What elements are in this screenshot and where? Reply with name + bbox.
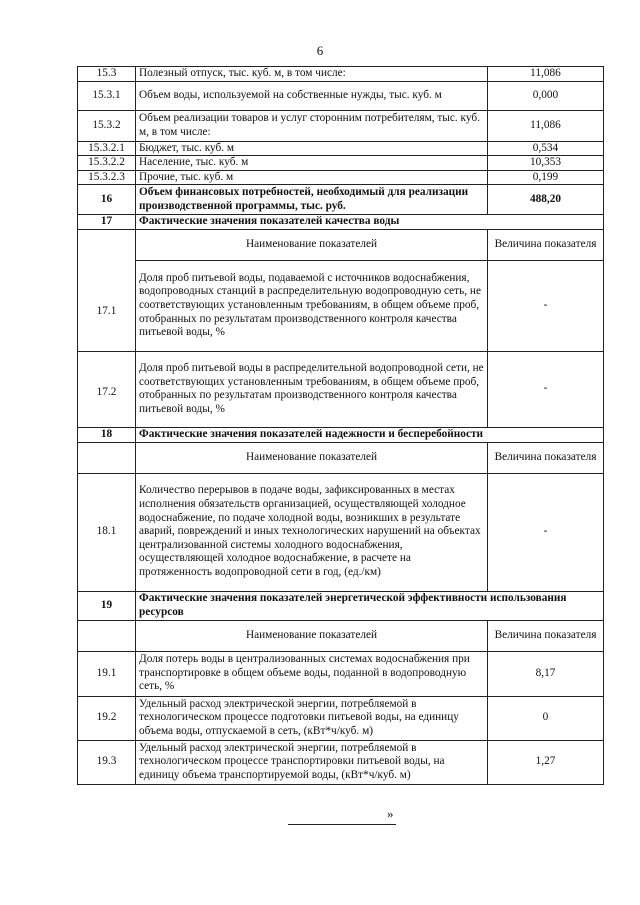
- row-number: 19.2: [78, 696, 136, 740]
- header-value: Величина показателя: [488, 229, 604, 260]
- indicators-table: [77, 66, 604, 785]
- row-number: 17.1: [96, 304, 117, 317]
- row-name: Население, тыс. куб. м: [136, 156, 488, 171]
- page-number: 6: [316, 43, 324, 58]
- row-number: 15.3: [78, 67, 136, 82]
- table-row: [78, 696, 604, 740]
- empty-cell: [78, 229, 136, 427]
- row-value: 0,000: [488, 81, 604, 110]
- table-row: [78, 156, 604, 171]
- header-row: [78, 442, 604, 473]
- table-row: [78, 740, 604, 784]
- row-divider: [77, 351, 136, 352]
- section-title: Фактические значения показателей надежности и бесперебойности: [136, 427, 604, 442]
- section-row-17: [78, 215, 604, 230]
- row-number: 15.3.2.1: [78, 141, 136, 156]
- section-row-18: [78, 427, 604, 442]
- table-row: [78, 473, 604, 591]
- row-value: -: [488, 261, 604, 351]
- row-number: 17.2: [96, 385, 117, 398]
- row-number: 16: [78, 185, 136, 215]
- row-name: Объем воды, используемой на собственные нужды, тыс. куб. м: [136, 81, 488, 110]
- header-row: [78, 229, 604, 260]
- section-row-19: [78, 591, 604, 620]
- table-row: [78, 651, 604, 696]
- row-value: 1,27: [488, 740, 604, 784]
- row-value: 10,353: [488, 156, 604, 171]
- header-name: Наименование показателей: [136, 229, 488, 260]
- table-row-16: [78, 185, 604, 215]
- table-row: [78, 261, 604, 351]
- row-number: 15.3.2.2: [78, 156, 136, 171]
- row-value: -: [488, 473, 604, 591]
- row-value: 0: [488, 696, 604, 740]
- row-name: Доля проб питьевой воды, подаваемой с источников водоснабжения, водопроводных станций в распределительную водопроводную сеть, не соответствующих установленным требованиям, в общем объеме проб, отобранных по результатам производственного контроля качества питьевой воды, %: [136, 261, 488, 351]
- table-row: [78, 141, 604, 156]
- row-name: Объем реализации товаров и услуг сторонним потребителям, тыс. куб. м, в том числе:: [136, 110, 488, 141]
- row-number: 15.3.1: [78, 81, 136, 110]
- row-value: 0,534: [488, 141, 604, 156]
- row-value: 11,086: [488, 110, 604, 141]
- row-name: Доля потерь воды в централизованных системах водоснабжения при транспортировке в общем объеме воды, поданной в водопроводную сеть, %: [136, 651, 488, 696]
- header-name: Наименование показателей: [136, 620, 488, 651]
- row-number-stack: [78, 230, 135, 427]
- row-value: 0,199: [488, 170, 604, 185]
- header-row: [78, 620, 604, 651]
- row-name: Объем финансовых потребностей, необходимый для реализации производственной программы, тыс. руб.: [136, 185, 488, 215]
- empty-cell: [78, 442, 136, 473]
- table-row: [78, 110, 604, 141]
- empty-cell: [78, 620, 136, 651]
- table-row: [78, 170, 604, 185]
- row-number: 19.1: [78, 651, 136, 696]
- table-row: [78, 67, 604, 82]
- section-number: 18: [78, 427, 136, 442]
- row-name: Полезный отпуск, тыс. куб. м, в том числе:: [136, 67, 488, 82]
- row-value: 8,17: [488, 651, 604, 696]
- row-name: Удельный расход электрической энергии, потребляемой в технологическом процессе транспортировки питьевой воды, на единицу объема транспортируемой воды, (кВт*ч/куб. м): [136, 740, 488, 784]
- header-value: Величина показателя: [488, 620, 604, 651]
- row-number: 15.3.2: [78, 110, 136, 141]
- row-number: 19.3: [78, 740, 136, 784]
- header-value: Величина показателя: [488, 442, 604, 473]
- row-value: 488,20: [488, 185, 604, 215]
- section-number: 19: [78, 591, 136, 620]
- closing-quote: »: [387, 806, 394, 821]
- row-name: Прочие, тыс. куб. м: [136, 170, 488, 185]
- row-number: 18.1: [78, 473, 136, 591]
- row-value: 11,086: [488, 67, 604, 82]
- row-name: Доля проб питьевой воды в распределительной водопроводной сети, не соответствующих установленным требованиям, в общем объеме проб, отобранных по результатам производственного контроля качества питьевой воды, %: [136, 351, 488, 427]
- section-title: Фактические значения показателей качества воды: [136, 215, 604, 230]
- row-number: 15.3.2.3: [78, 170, 136, 185]
- header-name: Наименование показателей: [136, 442, 488, 473]
- row-value: -: [488, 351, 604, 427]
- table-row: [78, 81, 604, 110]
- table-row: [78, 351, 604, 427]
- row-name: Бюджет, тыс. куб. м: [136, 141, 488, 156]
- section-number: 17: [78, 215, 136, 230]
- row-name: Удельный расход электрической энергии, потребляемой в технологическом процессе подготовки питьевой воды, на единицу объема воды, отпускаемой в сеть, (кВт*ч/куб. м): [136, 696, 488, 740]
- row-name: Количество перерывов в подаче воды, зафиксированных в местах исполнения обязательств организацией, осуществляющей холодное водоснабжение, по подаче холодной воды, возникших в результате аварий, повреждений и иных технологических нарушений на объектах централизованной системы холодного водоснабжения, осуществляющей холодное водоснабжение, в расчете на протяженность водопроводной сети в год, (ед./км): [136, 473, 488, 591]
- closing-line: [288, 814, 396, 825]
- section-title: Фактические значения показателей энергетической эффективности использования ресурсов: [136, 591, 604, 620]
